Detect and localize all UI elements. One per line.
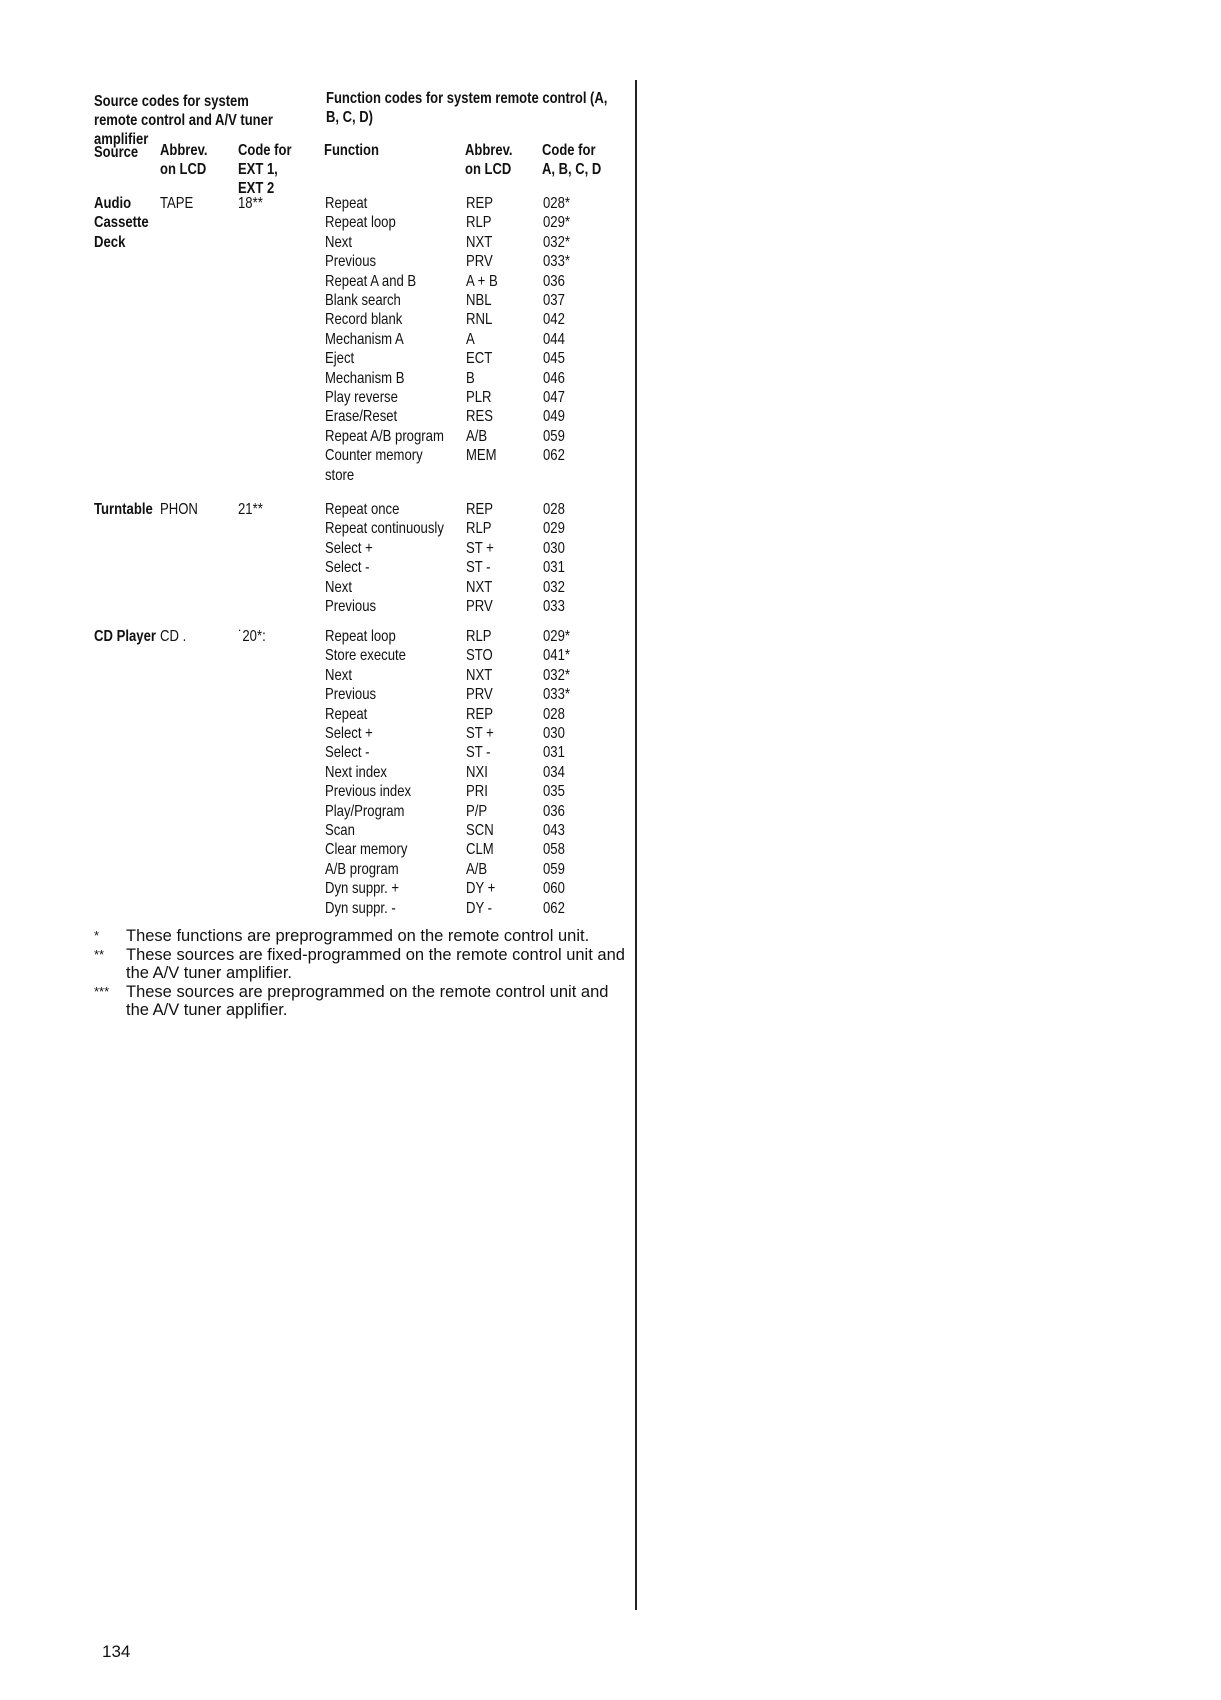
function-name: Repeat once [325,501,400,518]
function-name: Select + [325,539,373,557]
source-name: Turntable [94,501,153,518]
function-abbrev: DY - [466,899,493,917]
function-name: Mechanism A [325,330,404,348]
function-abbrev: ST - [466,559,491,577]
function-code: 046 [543,369,565,387]
function-name: Clear memory [325,841,408,859]
footnote-marker: * [94,928,100,943]
source-name: Cassette [94,214,149,232]
function-abbrev: PLR [466,389,492,406]
function-code: 032 [543,578,565,596]
function-code: 049 [543,408,565,426]
function-name: Mechanism B [325,369,405,387]
function-name: Counter memory [325,447,423,465]
function-abbrev: REP [466,195,493,212]
function-name: Previous index [325,783,412,801]
function-name: Play reverse [325,389,398,406]
footnote-text: These sources are fixed-programmed on the remote control unit and the A/V tuner amplifier. [126,945,625,982]
function-name: Repeat loop [325,214,396,232]
function-name: Previous [325,598,377,615]
source-name: Deck [94,233,126,251]
function-code: 047 [543,389,565,406]
function-code: 037 [543,292,565,309]
function-name: Next [325,666,352,684]
function-code: 029* [543,214,570,232]
function-abbrev: RES [466,408,493,426]
function-name: Record blank [325,311,403,329]
function-name: Erase/Reset [325,408,398,426]
function-abbrev: RLP [466,520,492,538]
function-name: Dyn suppr. + [325,880,400,898]
function-abbrev: ST - [466,744,491,762]
source-abbrev: CD . [160,628,187,645]
footnote-marker: ** [94,946,105,962]
function-name: Next [325,233,352,251]
function-abbrev: ST + [466,539,494,557]
function-abbrev: PRV [466,686,493,704]
function-code: 059 [543,860,565,878]
function-abbrev: RLP [466,628,492,645]
function-code: 033 [543,598,565,615]
function-abbrev: B [466,369,475,387]
function-abbrev: REP [466,705,493,723]
function-codes-title: Function codes for system remote control (A, B, C, D) [326,90,608,126]
function-code: 029* [543,628,570,645]
source-code: ˙20*: [238,628,266,645]
function-abbrev: NXT [466,666,493,684]
function-name: Repeat [325,195,368,212]
function-name: Repeat A and B [325,272,417,290]
function-code: 033* [543,253,570,271]
function-abbrev: PRV [466,253,493,271]
function-code: 036 [543,802,565,820]
function-name: Dyn suppr. - [325,899,396,917]
function-code: 044 [543,330,565,348]
function-code: 059 [543,427,565,445]
function-name: Next index [325,763,387,781]
function-code: 058 [543,841,565,859]
function-code: 034 [543,763,565,781]
function-abbrev: A + B [466,272,498,290]
col-fcode-header: Code for A, B, C, D [542,142,602,178]
source-code: 18** [238,195,263,212]
function-code: 032* [543,233,570,251]
function-abbrev: CLM [466,841,494,859]
function-name: Scan [325,822,355,839]
function-code: 032* [543,666,570,684]
footnotes [94,927,634,1020]
function-name: Next [325,578,352,596]
function-code: 041* [543,647,570,665]
footnote [94,946,634,983]
function-name: store [325,466,355,484]
function-abbrev: ST + [466,725,494,742]
source-abbrev: PHON [160,501,198,518]
function-name: Previous [325,686,377,704]
source-codes-title: Source codes for system remote control and A/V tuner amplifier [94,93,273,148]
footnote-text: These sources are preprogrammed on the remote control unit and the A/V tuner applifier. [126,982,609,1019]
function-abbrev: PRI [466,783,488,801]
function-abbrev: RNL [466,311,493,329]
source-name: Audio [94,195,132,212]
function-abbrev: NXI [466,763,488,781]
source-abbrev: TAPE [160,195,194,212]
function-code: 028* [543,195,570,212]
function-code: 031 [543,559,565,577]
function-abbrev: SCN [466,822,494,839]
function-code: 045 [543,350,565,368]
function-abbrev: MEM [466,447,497,465]
function-name: Play/Program [325,802,405,820]
page-number: 134 [102,1642,131,1661]
col-function-header: Function [324,142,379,159]
function-code: 042 [543,311,565,329]
footnote [94,983,634,1020]
function-name: Eject [325,350,355,368]
function-code: 030 [543,725,565,742]
column-divider [635,80,637,1610]
function-code: 028 [543,501,565,518]
col-abbrev-header: Abbrev. on LCD [160,142,208,178]
function-abbrev: ECT [466,350,493,368]
function-code: 035 [543,783,565,801]
function-abbrev: REP [466,501,493,518]
function-abbrev: STO [466,647,493,665]
function-abbrev: A [466,330,475,348]
function-name: Repeat A/B program [325,427,444,445]
function-code: 029 [543,520,565,538]
function-abbrev: A/B [466,427,488,445]
function-abbrev: A/B [466,860,488,878]
function-name: Repeat loop [325,628,396,645]
footnote-text: These functions are preprogrammed on the remote control unit. [126,927,590,945]
function-code: 062 [543,899,565,917]
col-fabbrev-header: Abbrev. on LCD [465,142,513,178]
function-abbrev: NXT [466,233,493,251]
footnote [94,927,634,946]
function-abbrev: PRV [466,598,493,615]
function-name: Blank search [325,292,401,309]
function-abbrev: RLP [466,214,492,232]
function-code: 060 [543,880,565,898]
function-name: Repeat continuously [325,520,444,538]
function-name: A/B program [325,860,399,878]
function-name: Previous [325,253,377,271]
function-name: Select - [325,559,370,577]
function-code: 031 [543,744,565,762]
function-abbrev: NBL [466,292,492,309]
function-code: 028 [543,705,565,723]
function-name: Store execute [325,647,406,665]
footnote-marker: *** [94,983,110,999]
function-name: Select + [325,725,373,742]
function-code: 043 [543,822,565,839]
function-abbrev: P/P [466,802,488,820]
col-code-ext-header: Code for EXT 1, EXT 2 [238,142,292,197]
source-code: 21** [238,501,263,518]
col-source-header: Source [94,144,139,161]
function-code: 036 [543,272,565,290]
function-code: 033* [543,686,570,704]
source-name: CD Player [94,628,156,645]
function-code: 030 [543,539,565,557]
function-name: Repeat [325,705,368,723]
function-abbrev: DY + [466,880,496,898]
function-name: Select - [325,744,370,762]
function-abbrev: NXT [466,578,493,596]
function-code: 062 [543,447,565,465]
